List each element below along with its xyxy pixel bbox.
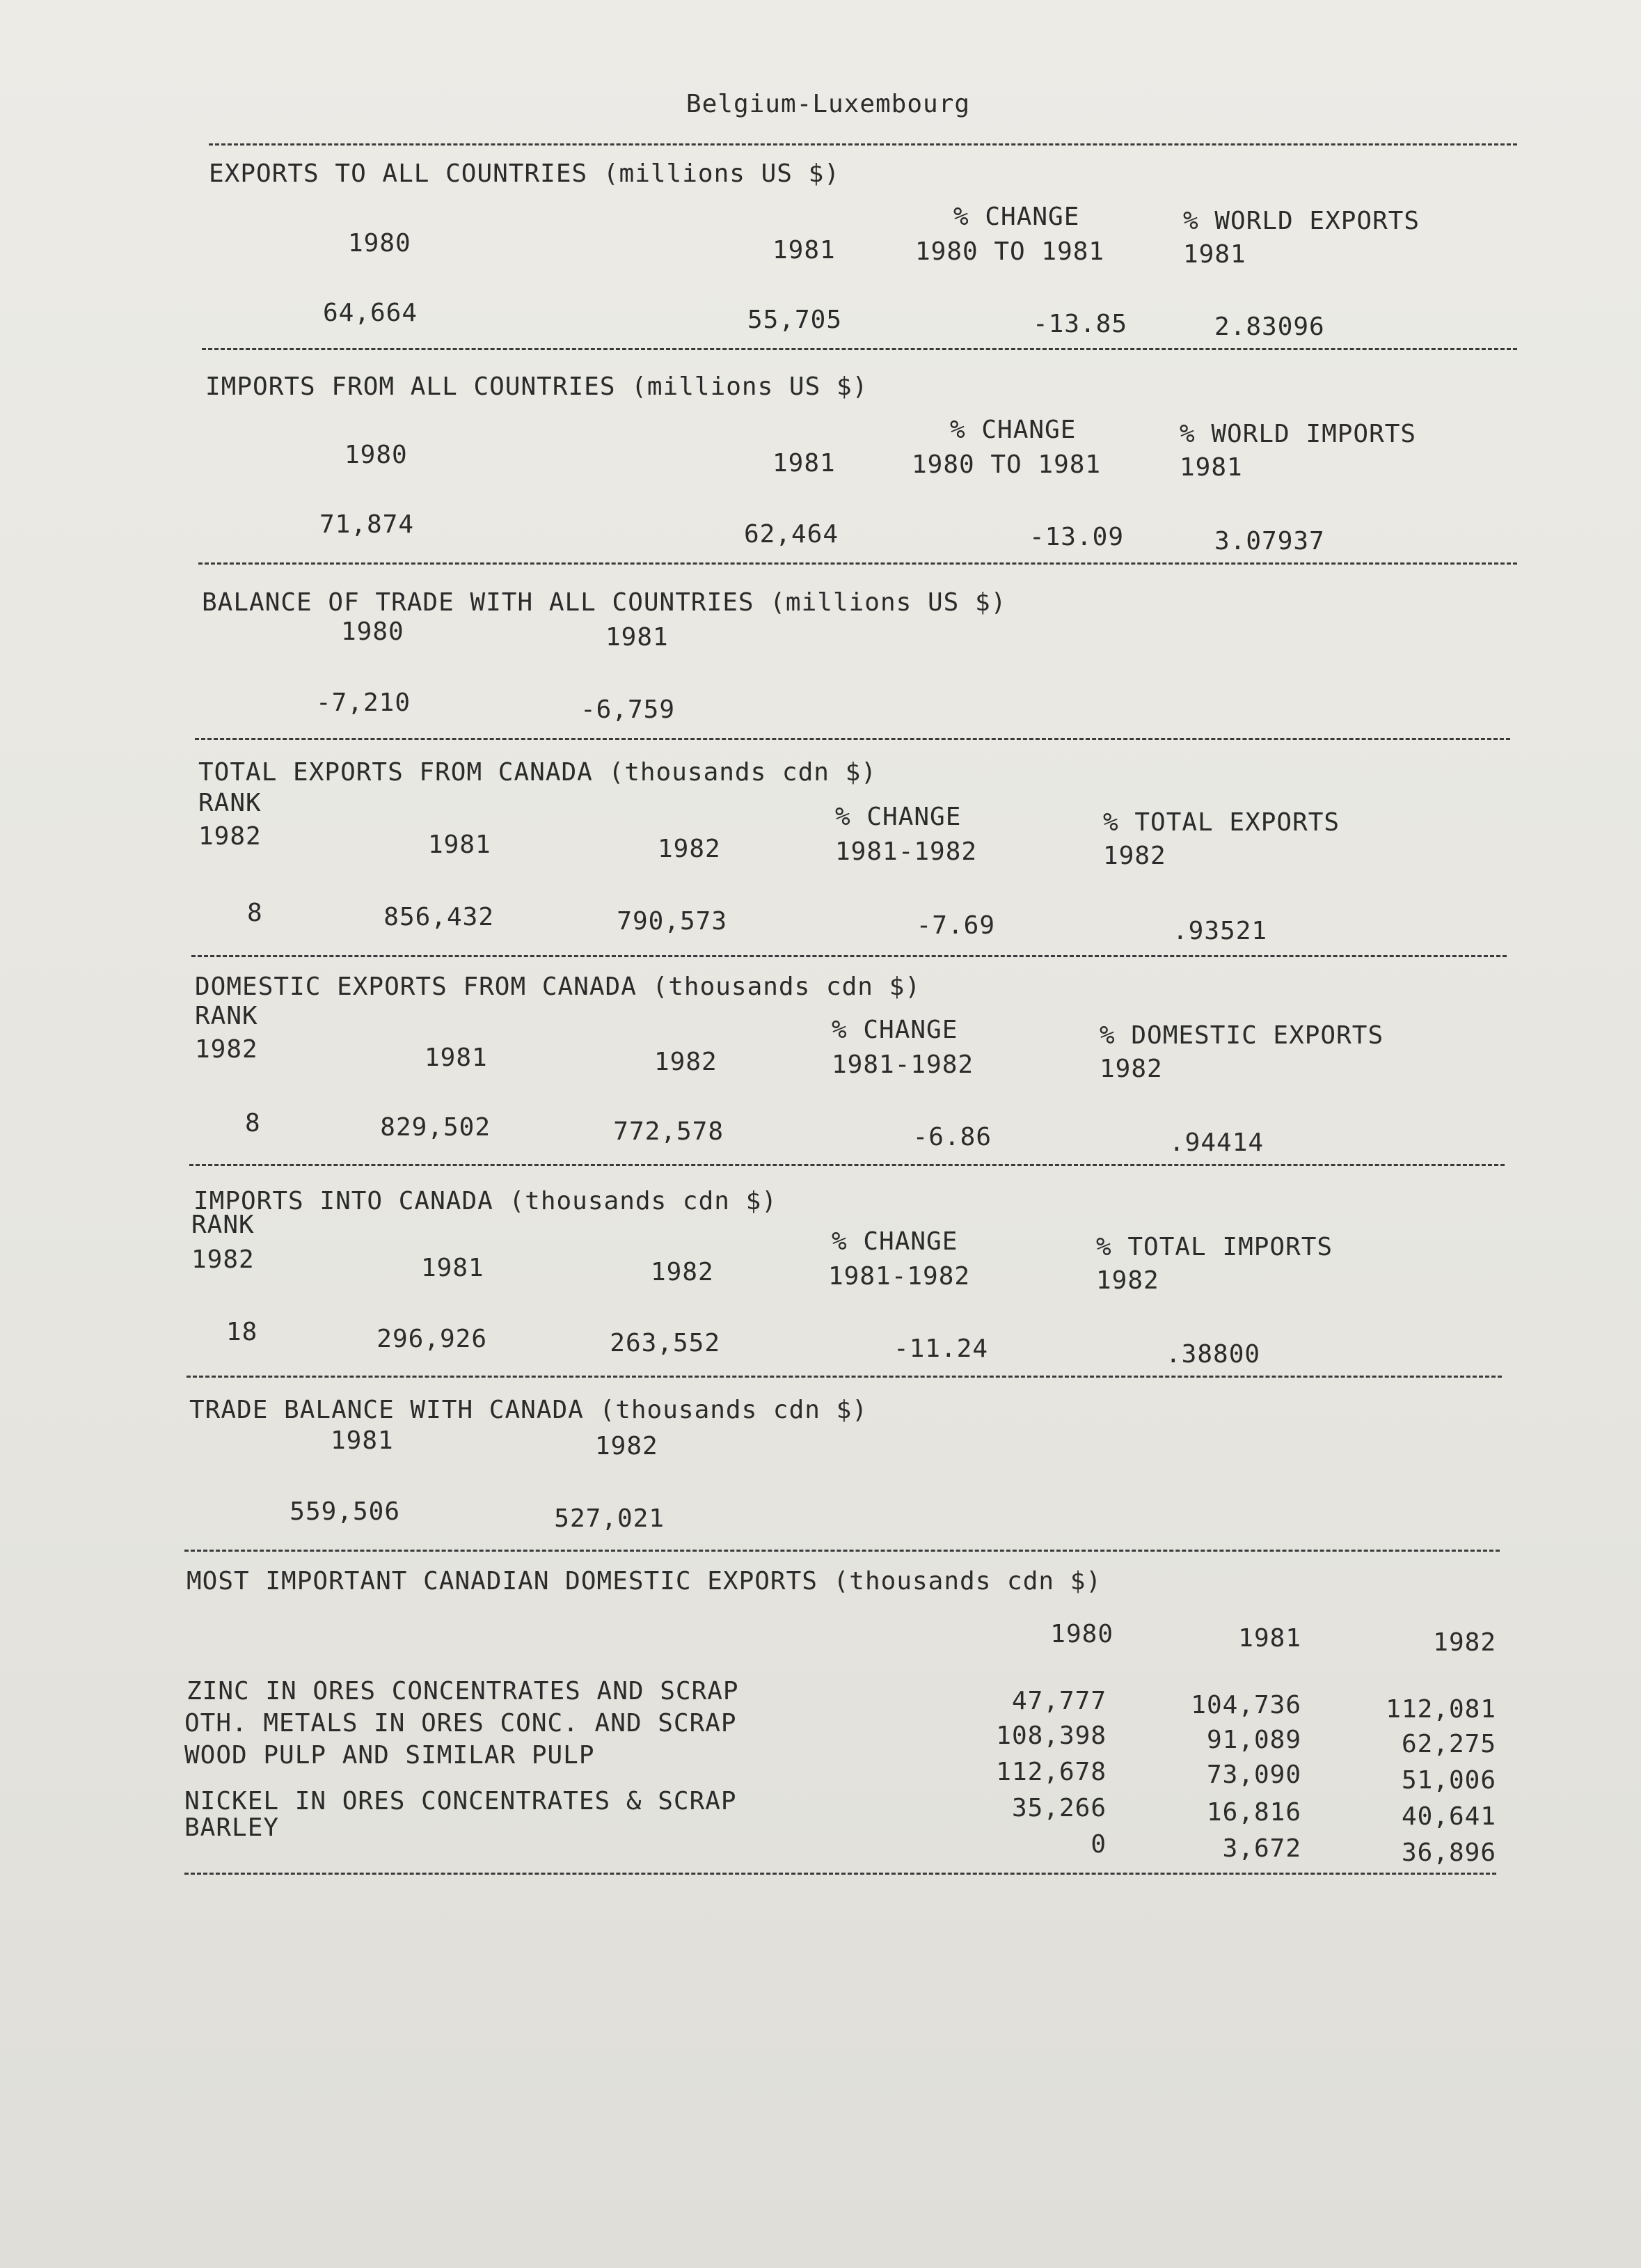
value-change: -7.69 [916, 911, 995, 940]
divider [187, 1376, 1502, 1378]
col-header-share: % WORLD EXPORTS [1183, 207, 1420, 235]
col-header-change-period: 1981-1982 [828, 1262, 971, 1291]
col-header-change-period: 1980 TO 1981 [915, 237, 1105, 266]
value-share: .93521 [1173, 917, 1268, 945]
value-1980: 47,777 [1011, 1687, 1107, 1715]
divider [184, 1550, 1500, 1552]
col-header-rank: RANK [191, 1211, 255, 1239]
value-1982: 62,275 [1401, 1730, 1496, 1758]
value-1981: 91,089 [1206, 1726, 1301, 1754]
col-header-1982: 1982 [595, 1432, 658, 1460]
col-header-share-year: 1982 [1100, 1055, 1163, 1083]
value-1982: 36,896 [1401, 1838, 1496, 1867]
section-heading: IMPORTS INTO CANADA (thousands cdn $) [193, 1187, 777, 1215]
value-1981: -6,759 [580, 695, 675, 724]
value-1980: 71,874 [319, 510, 414, 539]
value-1981: 73,090 [1206, 1761, 1301, 1789]
value-1980: 35,266 [1011, 1794, 1107, 1822]
col-header-1982: 1982 [658, 835, 721, 863]
col-header-change: % CHANGE [835, 803, 962, 831]
product-name: WOOD PULP AND SIMILAR PULP [184, 1741, 595, 1770]
value-1980: 108,398 [996, 1722, 1107, 1750]
value-rank: 8 [245, 1109, 261, 1137]
section-heading: IMPORTS FROM ALL COUNTRIES (millions US $) [205, 372, 869, 401]
value-1980: 112,678 [996, 1758, 1107, 1786]
col-header-1981: 1981 [425, 1044, 488, 1072]
col-header-share: % DOMESTIC EXPORTS [1100, 1021, 1384, 1050]
col-header-1981: 1981 [331, 1426, 394, 1455]
value-1982: 772,578 [613, 1117, 724, 1146]
divider [189, 1164, 1505, 1166]
col-header-change: % CHANGE [953, 203, 1080, 231]
section-heading: MOST IMPORTANT CANADIAN DOMESTIC EXPORTS (thousands cdn $) [187, 1567, 1102, 1596]
col-header-share: % WORLD IMPORTS [1180, 420, 1417, 448]
col-header-1980: 1980 [348, 229, 411, 258]
col-header-share-year: 1982 [1096, 1266, 1159, 1295]
value-1980: 0 [1091, 1830, 1107, 1859]
value-share: 3.07937 [1214, 527, 1325, 556]
col-header-rank: RANK [198, 789, 262, 817]
value-1981: 829,502 [380, 1113, 491, 1142]
section-heading: TOTAL EXPORTS FROM CANADA (thousands cdn $) [198, 758, 877, 787]
value-1981: 16,816 [1206, 1798, 1301, 1827]
col-header-1982: 1982 [651, 1258, 714, 1286]
value-change: -13.09 [1029, 523, 1124, 551]
col-header-change-period: 1980 TO 1981 [912, 450, 1102, 479]
col-header-1981: 1981 [772, 236, 836, 265]
value-1981: 62,464 [743, 520, 839, 549]
col-header-1980: 1980 [1050, 1620, 1113, 1648]
value-1982: 263,552 [610, 1329, 720, 1357]
col-header-rank-year: 1982 [198, 822, 262, 851]
value-change: -11.24 [893, 1334, 988, 1363]
col-header-change: % CHANGE [832, 1016, 958, 1044]
col-header-share: % TOTAL IMPORTS [1096, 1233, 1333, 1261]
page-title: Belgium-Luxembourg [685, 90, 971, 118]
col-header-1981: 1981 [421, 1254, 484, 1282]
value-1982: 51,006 [1401, 1766, 1496, 1795]
section-heading: TRADE BALANCE WITH CANADA (thousands cdn $) [189, 1396, 868, 1424]
value-change: -13.85 [1032, 310, 1127, 338]
col-header-change: % CHANGE [832, 1227, 958, 1256]
col-header-share-year: 1981 [1183, 240, 1246, 269]
value-share: .94414 [1169, 1128, 1265, 1157]
value-1982: 40,641 [1401, 1802, 1496, 1831]
section-heading: EXPORTS TO ALL COUNTRIES (millions US $) [209, 159, 840, 188]
col-header-share: % TOTAL EXPORTS [1103, 808, 1340, 837]
value-1981: 856,432 [383, 903, 494, 931]
divider [209, 143, 1517, 145]
value-1981: 55,705 [747, 306, 842, 334]
value-1981: 104,736 [1191, 1691, 1301, 1719]
value-share: .38800 [1166, 1340, 1261, 1369]
col-header-1980: 1980 [341, 617, 404, 646]
col-header-1982: 1982 [654, 1048, 718, 1076]
col-header-1981: 1981 [772, 449, 836, 478]
divider [198, 562, 1517, 565]
divider [184, 1873, 1496, 1875]
col-header-change: % CHANGE [950, 416, 1077, 444]
value-1981: 559,506 [290, 1497, 400, 1526]
product-name: BARLEY [184, 1813, 280, 1842]
value-rank: 18 [226, 1318, 258, 1346]
product-name: OTH. METALS IN ORES CONC. AND SCRAP [184, 1709, 737, 1738]
col-header-change-period: 1981-1982 [835, 837, 978, 866]
col-header-rank-year: 1982 [191, 1245, 255, 1274]
value-1982: 527,021 [554, 1504, 665, 1533]
value-share: 2.83096 [1214, 313, 1325, 341]
col-header-rank: RANK [195, 1002, 258, 1030]
value-rank: 8 [247, 899, 263, 927]
section-heading: DOMESTIC EXPORTS FROM CANADA (thousands cdn $) [195, 972, 921, 1001]
value-1982: 790,573 [617, 907, 727, 936]
divider [195, 738, 1510, 740]
value-1982: 112,081 [1386, 1695, 1496, 1724]
product-name: ZINC IN ORES CONCENTRATES AND SCRAP [187, 1677, 739, 1706]
col-header-rank-year: 1982 [195, 1035, 258, 1064]
col-header-1981: 1981 [605, 623, 669, 652]
col-header-1980: 1980 [344, 441, 408, 469]
col-header-change-period: 1981-1982 [832, 1050, 974, 1079]
section-heading: BALANCE OF TRADE WITH ALL COUNTRIES (millions US $) [202, 588, 1007, 617]
product-name: NICKEL IN ORES CONCENTRATES & SCRAP [184, 1787, 737, 1816]
value-1980: 64,664 [322, 299, 418, 327]
col-header-1982: 1982 [1433, 1628, 1496, 1657]
col-header-share-year: 1982 [1103, 842, 1166, 870]
divider [202, 348, 1517, 350]
value-1980: -7,210 [315, 688, 411, 717]
value-1981: 3,672 [1222, 1834, 1301, 1863]
value-change: -6.86 [912, 1123, 992, 1151]
col-header-1981: 1981 [1238, 1624, 1301, 1653]
divider [191, 955, 1507, 957]
col-header-1981: 1981 [428, 830, 491, 859]
col-header-share-year: 1981 [1180, 453, 1243, 482]
value-1981: 296,926 [376, 1325, 487, 1353]
